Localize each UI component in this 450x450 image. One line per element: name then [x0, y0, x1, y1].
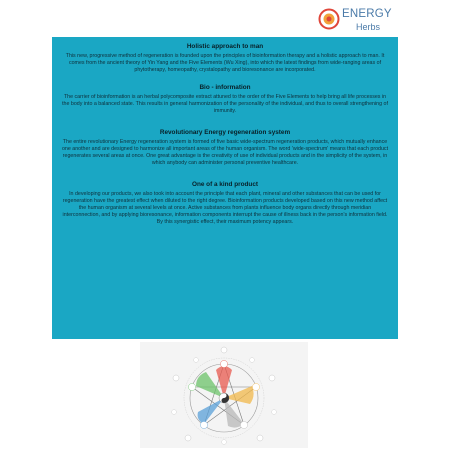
section-title: One of a kind product: [191, 180, 259, 188]
section-regeneration-system: [60, 129, 390, 167]
five-elements-diagram: [140, 342, 308, 448]
section-one-of-a-kind: [60, 181, 390, 226]
yin-yang-icon: [219, 393, 229, 403]
section-title: Holistic approach to man: [186, 43, 264, 50]
info-panel: [52, 37, 398, 339]
section-title: Revolutionary Energy regeneration system: [159, 128, 291, 136]
element-node: [200, 421, 207, 428]
element-node: [220, 360, 227, 367]
section-text: The entire revolutionary Energy regeneration system is formed of five basic wide-spectrum regeneration products, which mutually enhance one another and are designed to harmonize all important areas of the human organism. The word 'wide-spectrum' means that each product regenerates several areas at once. One great advantage is the creativity of use of individual products and in the simplicity of the system, in which anybody can administer personal preventive healthcare.: [61, 138, 389, 166]
section-holistic: [60, 43, 390, 74]
element-node: [240, 421, 247, 428]
section-text: The carrier of bioinformation is an herbal polycomposite extract attuned to the order of the Five Elements to help bring all life processes in the body into a balanced state. This results in general harmonization of the personality of the individual, and thus to overall strengthening of immunity.: [62, 94, 388, 115]
brand-subtitle: Herbs: [356, 22, 381, 32]
section-title: Bio - information: [199, 84, 251, 92]
element-node: [188, 383, 195, 390]
brand-name: ENERGY: [342, 8, 392, 20]
five-elements-graphic: [140, 342, 308, 448]
section-bio-information: [60, 84, 390, 115]
section-text: This new, progressive method of regeneration is founded upon the principles of bioinformation therapy and a holistic approach to man. It comes from the ancient theory of Yin Yang and the Five Elements (Wu Xing), into which the latest findings from wide-ranging areas of phytotherapy, homeopathy, crystalopathy and bioresonance are incorporated.: [65, 53, 385, 74]
energy-logo-icon: [318, 8, 340, 30]
element-node: [252, 383, 259, 390]
brand-logo: [318, 6, 428, 36]
section-text: In developing our products, we also took into account the principle that each plant, mineral and other substances that can be used for regeneration have the greatest effect when diluted to the right degree. Bioinformation products developed based on this new method affect the human organism at several levels at once. Active substances from plants influence body organs directly through meridian interconnection, and by applying bioresonance, information components interrupt the cause of illness back in the person's information field. By this synergistic effect, their maximum potency appears.: [62, 190, 388, 226]
